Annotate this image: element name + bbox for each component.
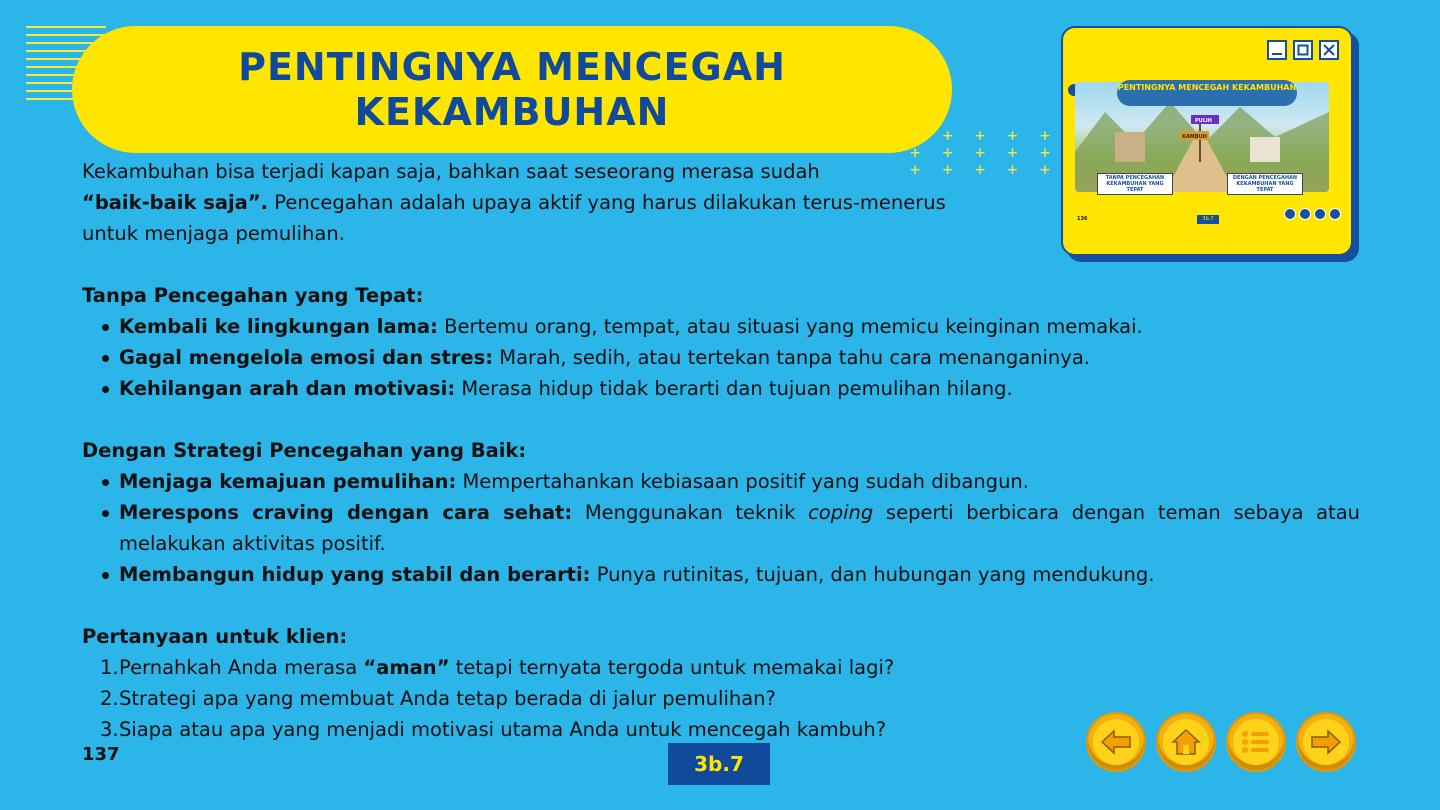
item-text: Mempertahankan kebiasaan positif yang sudah dibangun. — [456, 470, 1029, 493]
question-bold: “aman” — [363, 656, 450, 679]
section-heading-with: Dengan Strategi Pencegahan yang Baik: — [82, 439, 527, 462]
item-text: Punya rutinitas, tujuan, dan hubungan yang mendukung. — [590, 563, 1155, 586]
with-list — [100, 466, 1360, 590]
arrow-right-icon — [1303, 719, 1349, 765]
close-icon[interactable] — [1319, 40, 1339, 60]
item-bold: Menjaga kemajuan pemulihan: — [119, 470, 457, 493]
slide-code-badge: 3b.7 — [668, 743, 770, 785]
without-list — [100, 311, 1360, 404]
intro-bold: “baik-baik saja”. — [82, 191, 269, 214]
list-item — [100, 342, 1360, 373]
preview-nav-dot — [1299, 208, 1311, 220]
question-text: Pernahkah Anda merasa — [119, 656, 364, 679]
plus-row: + + + + + — [910, 126, 1057, 146]
minimize-icon[interactable] — [1267, 40, 1287, 60]
list-item — [100, 311, 1360, 342]
list-item — [100, 466, 1360, 497]
question-text: Strategi apa yang membuat Anda tetap berada di jalur pemulihan? — [119, 687, 776, 710]
item-text: Menggunakan teknik — [572, 501, 809, 524]
preview-slide-thumbnail — [1063, 74, 1351, 242]
section-heading-without: Tanpa Pencegahan yang Tepat: — [82, 284, 424, 307]
preview-slide-code: 3b.7 — [1197, 215, 1219, 224]
list-item — [100, 559, 1360, 590]
preview-nav-dot — [1284, 208, 1296, 220]
question-number: 3. — [100, 718, 119, 741]
preview-nav-dot — [1329, 208, 1341, 220]
intro-paragraph — [82, 156, 982, 249]
menu-list-icon — [1233, 719, 1279, 765]
list-item — [100, 497, 1360, 559]
item-text: Merasa hidup tidak berarti dan tujuan pemulihan hilang. — [455, 377, 1013, 400]
plus-row: + + + + + — [910, 143, 1057, 163]
intro-text: Kekambuhan bisa terjadi kapan saja, bahkan saat seseorang merasa sudah — [82, 160, 820, 183]
arrow-left-icon — [1093, 719, 1139, 765]
item-text: Marah, sedih, atau tertekan tanpa tahu cara menanganinya. — [493, 346, 1090, 369]
menu-button[interactable] — [1226, 712, 1286, 772]
item-bold: Kehilangan arah dan motivasi: — [119, 377, 456, 400]
previous-button[interactable] — [1086, 712, 1146, 772]
window-controls — [1267, 40, 1339, 60]
home-button[interactable] — [1156, 712, 1216, 772]
item-bold: Merespons craving dengan cara sehat: — [119, 501, 573, 524]
question-item — [100, 683, 1360, 714]
question-item — [100, 652, 1360, 683]
page-number: 137 — [82, 744, 120, 765]
item-bold: Gagal mengelola emosi dan stres: — [119, 346, 494, 369]
questions-heading: Pertanyaan untuk klien: — [82, 625, 348, 648]
question-number: 1. — [100, 656, 119, 679]
page-title-line1: PENTINGNYA MENCEGAH — [238, 44, 786, 89]
home-icon — [1163, 719, 1209, 765]
preview-page-number: 136 — [1077, 216, 1088, 222]
sign-kambuh: KAMBUH — [1182, 134, 1207, 140]
preview-window[interactable] — [1061, 26, 1353, 256]
question-text: Siapa atau apa yang menjadi motivasi utama Anda untuk mencegah kambuh? — [119, 718, 887, 741]
question-number: 2. — [100, 687, 119, 710]
next-button[interactable] — [1296, 712, 1356, 772]
preview-label-left: TANPA PENCEGAHAN KEKAMBUHAN YANG TEPAT — [1097, 173, 1173, 195]
preview-nav — [1284, 208, 1341, 220]
preview-title: PENTINGNYA MENCEGAH KEKAMBUHAN — [1117, 80, 1297, 106]
question-text: tetapi ternyata tergoda untuk memakai lagi? — [449, 656, 895, 679]
title-banner — [72, 26, 952, 153]
intro-text: Pencegahan adalah upaya aktif yang harus dilakukan terus-menerus untuk menjaga pemulihan. — [82, 191, 946, 245]
list-item — [100, 373, 1360, 404]
item-text: seperti berbicara dengan teman sebaya atau melakukan aktivitas positif. — [119, 501, 1361, 555]
plus-row: + + + + + — [910, 160, 1057, 180]
preview-label-right: DENGAN PENCEGAHAN KEKAMBUHAN YANG TEPAT — [1227, 173, 1303, 195]
maximize-icon[interactable] — [1293, 40, 1313, 60]
preview-nav-dot — [1314, 208, 1326, 220]
item-text: Bertemu orang, tempat, atau situasi yang memicu keinginan memakai. — [437, 315, 1143, 338]
sign-pulih: PULIH — [1195, 118, 1212, 124]
page-title-line2: KEKAMBUHAN — [354, 89, 670, 134]
item-bold: Membangun hidup yang stabil dan berarti: — [119, 563, 591, 586]
item-bold: Kembali ke lingkungan lama: — [119, 315, 438, 338]
item-italic: coping — [808, 501, 874, 524]
